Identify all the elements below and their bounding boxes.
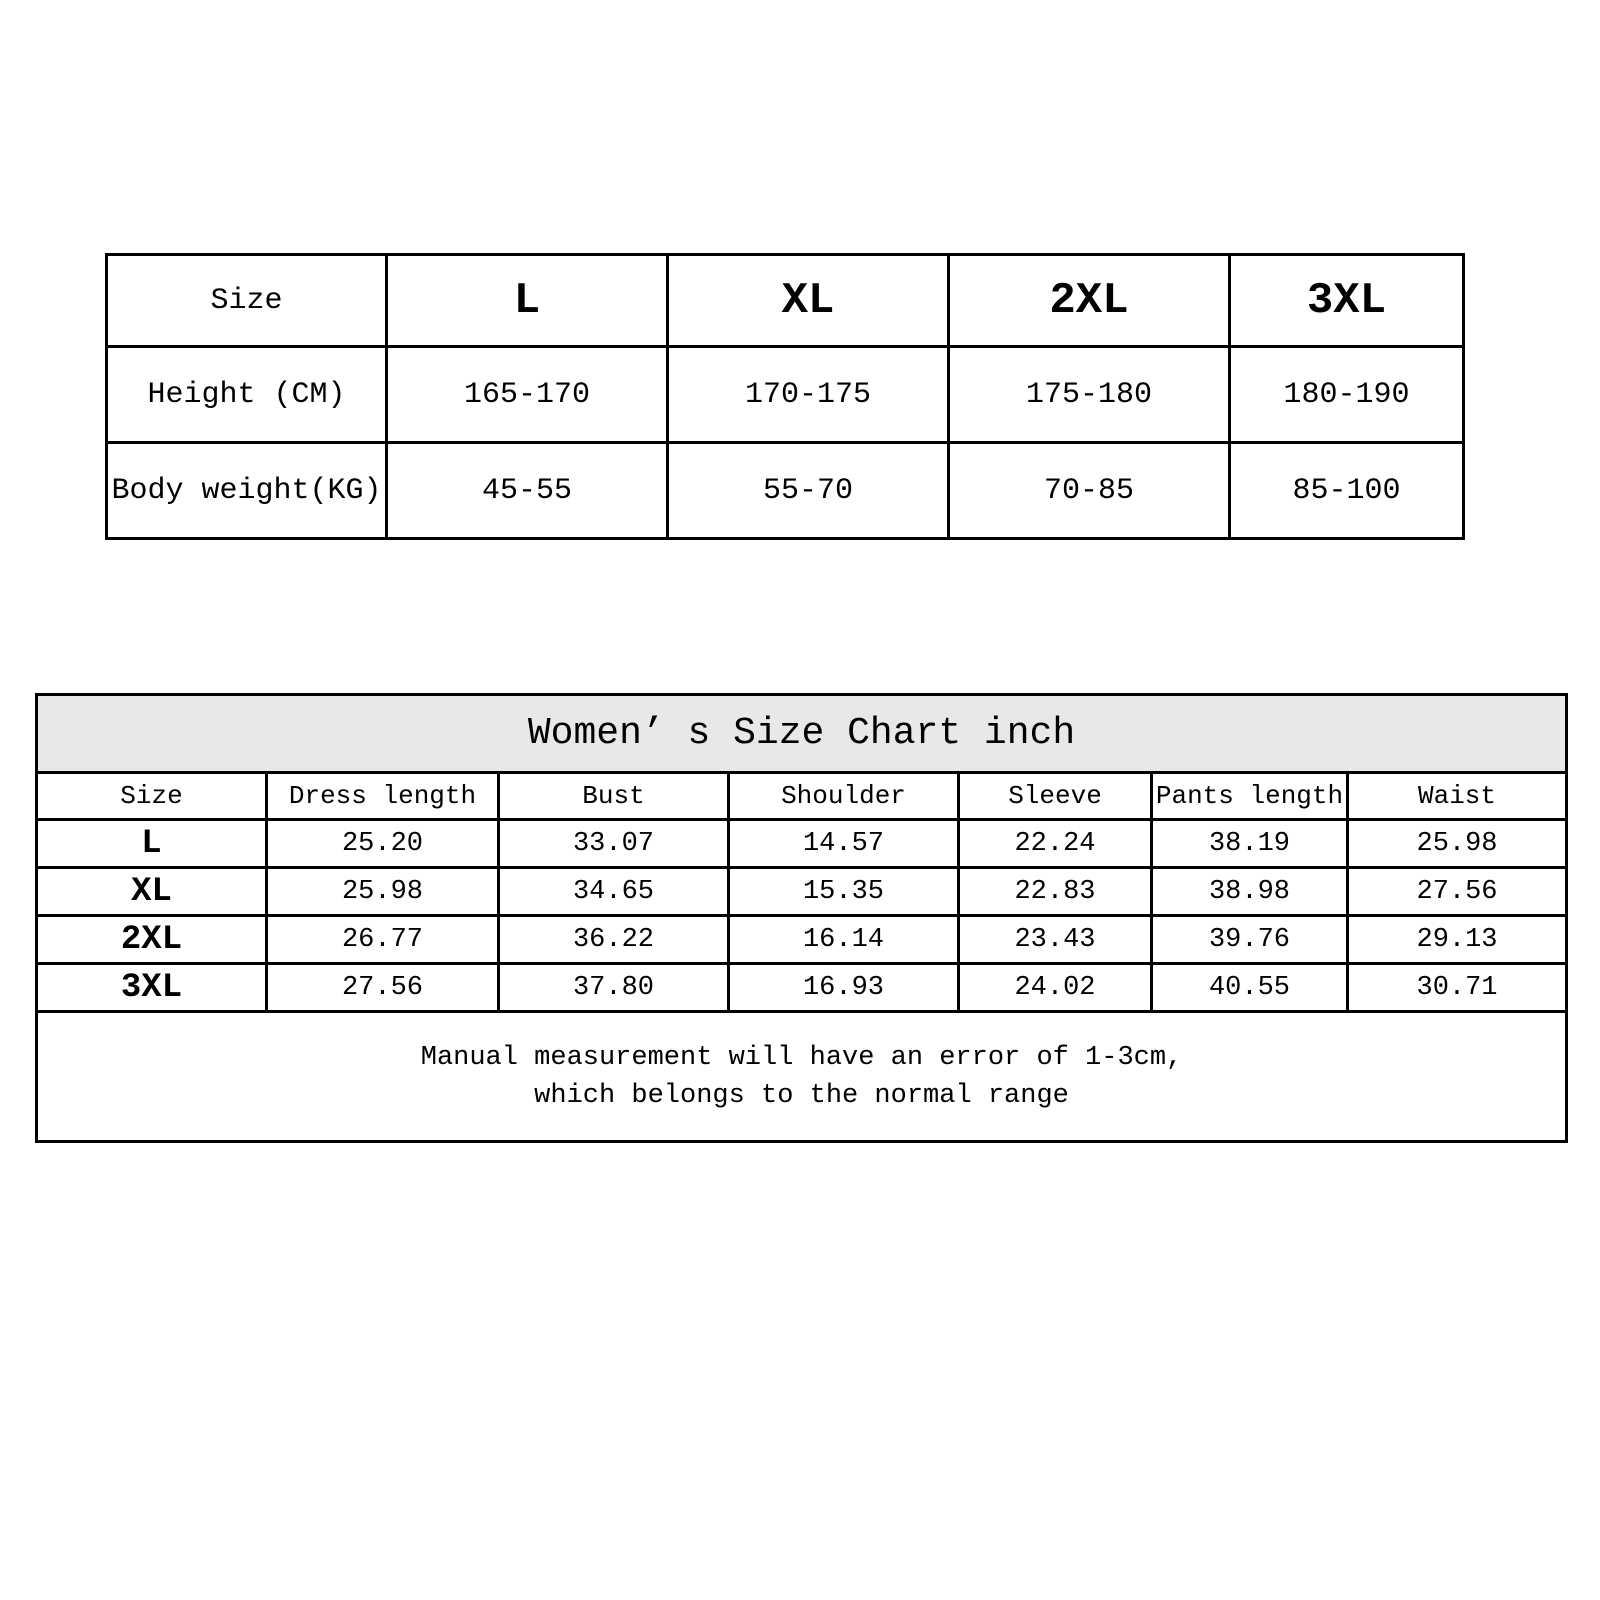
cell: 27.56 bbox=[267, 964, 499, 1012]
cell: 22.83 bbox=[959, 868, 1152, 916]
cell: 25.98 bbox=[267, 868, 499, 916]
cell: 30.71 bbox=[1348, 964, 1567, 1012]
inch-col-dress-length: Dress length bbox=[267, 773, 499, 820]
cell: 25.20 bbox=[267, 820, 499, 868]
inch-col-sleeve: Sleeve bbox=[959, 773, 1152, 820]
measurement-note-line2: which belongs to the normal range bbox=[534, 1080, 1069, 1111]
inch-row-2xl bbox=[37, 916, 1567, 964]
cell: 14.57 bbox=[729, 820, 959, 868]
measurement-note bbox=[37, 1012, 1567, 1142]
inch-col-bust: Bust bbox=[499, 773, 729, 820]
cell: 38.98 bbox=[1152, 868, 1348, 916]
cm-header-cell-size: Size bbox=[107, 255, 387, 347]
cm-header-cell-xl: XL bbox=[668, 255, 949, 347]
cm-height-label: Height (CM) bbox=[107, 347, 387, 443]
cm-height-3xl: 180-190 bbox=[1230, 347, 1464, 443]
cm-weight-2xl: 70-85 bbox=[949, 443, 1230, 539]
cm-weight-label: Body weight(KG) bbox=[107, 443, 387, 539]
inch-col-shoulder: Shoulder bbox=[729, 773, 959, 820]
inch-row-l-size: L bbox=[37, 820, 267, 868]
cell: 25.98 bbox=[1348, 820, 1567, 868]
cm-weight-l: 45-55 bbox=[387, 443, 668, 539]
inch-col-waist: Waist bbox=[1348, 773, 1567, 820]
cm-header-cell-3xl: 3XL bbox=[1230, 255, 1464, 347]
inch-row-xl bbox=[37, 868, 1567, 916]
cell: 37.80 bbox=[499, 964, 729, 1012]
cm-header-cell-2xl: 2XL bbox=[949, 255, 1230, 347]
cm-height-xl: 170-175 bbox=[668, 347, 949, 443]
cell: 23.43 bbox=[959, 916, 1152, 964]
inch-title-row bbox=[37, 695, 1567, 773]
cm-height-l: 165-170 bbox=[387, 347, 668, 443]
cell: 39.76 bbox=[1152, 916, 1348, 964]
cell: 34.65 bbox=[499, 868, 729, 916]
inch-col-pants-length: Pants length bbox=[1152, 773, 1348, 820]
size-table-cm bbox=[105, 253, 1465, 540]
cm-header-cell-l: L bbox=[387, 255, 668, 347]
cell: 24.02 bbox=[959, 964, 1152, 1012]
cm-header-row bbox=[107, 255, 1464, 347]
cell: 27.56 bbox=[1348, 868, 1567, 916]
inch-row-3xl-size: 3XL bbox=[37, 964, 267, 1012]
cell: 40.55 bbox=[1152, 964, 1348, 1012]
inch-row-l bbox=[37, 820, 1567, 868]
cm-weight-xl: 55-70 bbox=[668, 443, 949, 539]
cm-weight-row bbox=[107, 443, 1464, 539]
cell: 15.35 bbox=[729, 868, 959, 916]
cm-weight-3xl: 85-100 bbox=[1230, 443, 1464, 539]
cell: 26.77 bbox=[267, 916, 499, 964]
cell: 16.14 bbox=[729, 916, 959, 964]
cell: 38.19 bbox=[1152, 820, 1348, 868]
inch-row-3xl bbox=[37, 964, 1567, 1012]
cell: 16.93 bbox=[729, 964, 959, 1012]
cell: 36.22 bbox=[499, 916, 729, 964]
cm-height-row bbox=[107, 347, 1464, 443]
inch-table-title: Women’ s Size Chart inch bbox=[37, 695, 1567, 773]
cm-height-2xl: 175-180 bbox=[949, 347, 1230, 443]
cell: 22.24 bbox=[959, 820, 1152, 868]
inch-row-xl-size: XL bbox=[37, 868, 267, 916]
cell: 33.07 bbox=[499, 820, 729, 868]
inch-note-row bbox=[37, 1012, 1567, 1142]
cell: 29.13 bbox=[1348, 916, 1567, 964]
inch-header-row bbox=[37, 773, 1567, 820]
measurement-note-line1: Manual measurement will have an error of 1-3cm, bbox=[420, 1042, 1183, 1073]
size-table-inch bbox=[35, 693, 1568, 1143]
inch-col-size: Size bbox=[37, 773, 267, 820]
inch-row-2xl-size: 2XL bbox=[37, 916, 267, 964]
